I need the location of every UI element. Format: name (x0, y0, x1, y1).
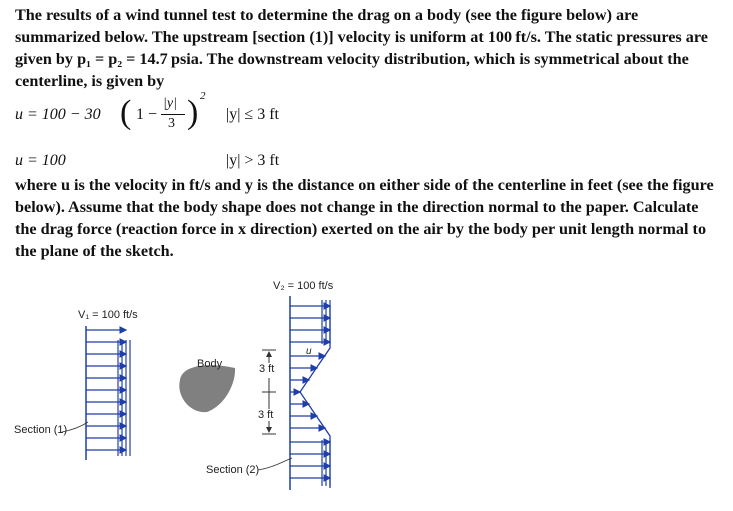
body-label: Body (197, 358, 223, 370)
body-shape (179, 365, 235, 412)
dimension-bottom-label: 3 ft (258, 409, 274, 421)
equation-1-one: 1 − (136, 106, 158, 123)
equation-1-denominator: 3 (168, 116, 175, 131)
equation-2-condition: |y| > 3 ft (226, 152, 280, 169)
dimension-top-label: 3 ft (259, 363, 275, 375)
v2-label: V₂ = 100 ft/s (273, 280, 334, 292)
equation-2-lhs: u = 100 (15, 152, 66, 169)
section-2-velocity-profile (290, 296, 330, 490)
equation-1-lhs: u = 100 − 30 (15, 106, 101, 123)
problem-intro-text: The results of a wind tunnel test to determine the drag on a body (see the figure below) are summarized below. The upstream [section (1)] velocity is uniform at 100 ft/s. The static pressures are given by p₁ = p₂ = 14.7 psia. The downstream velocity distribution, which is symmetrical about the centerline, is given by (15, 6, 708, 90)
section-2-label: Section (2) (206, 464, 260, 476)
equation-1-numerator: |y| (163, 96, 177, 111)
section-1-velocity-profile (86, 326, 130, 460)
u-label: u (306, 346, 312, 357)
equation-1-condition: |y| ≤ 3 ft (226, 106, 279, 123)
problem-body-text: where u is the velocity in ft/s and y is the distance on either side of the centerline in feet (see the figure below). Assume that the body shape does not change in the direction normal to the paper. Calculate the drag force (reaction force in x direction) exerted on the air by the body per unit length normal to the plane of the sketch. (15, 176, 714, 260)
section-2-leader (258, 458, 292, 470)
equation-1-close-paren: ) (187, 94, 199, 131)
section-1-label: Section (1) (14, 424, 68, 436)
equation-1-open-paren: ( (120, 94, 132, 131)
v1-label: V₁ = 100 ft/s (78, 309, 138, 321)
equation-1-exponent: 2 (200, 90, 206, 102)
